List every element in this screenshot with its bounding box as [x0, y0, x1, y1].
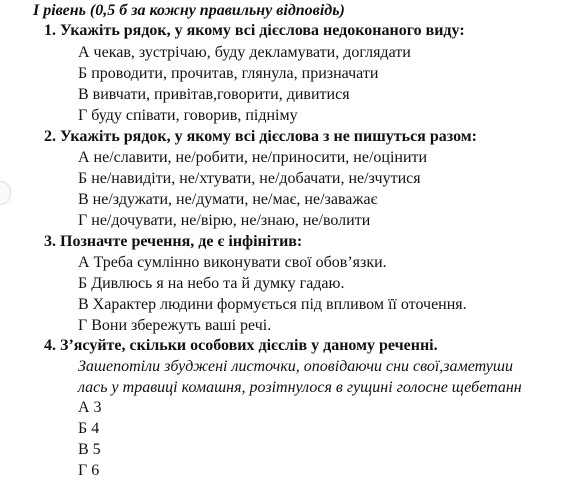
- question-3-option-b: Б Дивлюсь я на небо та й думку гадаю.: [78, 275, 345, 292]
- question-4-option-c: В 5: [78, 441, 101, 458]
- question-2-heading: 2. Укажіть рядок, у якому всі дієслова з не пишуться разом:: [44, 128, 477, 145]
- question-1-heading: 1. Укажіть рядок, у якому всі дієслова недоконаного виду:: [44, 22, 465, 39]
- question-4-heading: 4. З’ясуйте, скільки особових дієслів у даному реченні.: [44, 337, 438, 354]
- question-4-sentence-line-2: лась у травиці комашня, розітнулося в гущині голосне щебетанн: [78, 379, 522, 396]
- question-1-option-a: А чекав, зустрічаю, буду декламувати, доглядати: [78, 44, 411, 61]
- question-1-option-b: Б проводити, прочитав, глянула, призначати: [78, 65, 379, 82]
- question-4-sentence-line-1: Зашепотіли збуджені листочки, оповідаючи сни свої,заметуши: [78, 358, 513, 375]
- question-1-option-c: В вивчати, привітав,говорити, дивитися: [78, 86, 350, 103]
- question-3-option-d: Г Вони збережуть ваші речі.: [78, 317, 272, 334]
- question-2-option-b: Б не/навидіти, не/хтувати, не/добачати, не/зчутися: [78, 170, 421, 187]
- question-4-option-a: А 3: [78, 399, 102, 416]
- question-2-option-d: Г не/дочувати, не/вірю, не/знаю, не/волити: [78, 212, 371, 229]
- level-title: I рівень (0,5 б за кожну правильну відповідь): [33, 2, 345, 19]
- question-4-option-b: Б 4: [78, 420, 100, 437]
- question-2-option-c: В не/здужати, не/думати, не/має, не/заважає: [78, 191, 378, 208]
- page-edge-tab: [0, 181, 11, 205]
- question-3-heading: 3. Позначте речення, де є інфінітив:: [44, 233, 303, 250]
- question-1-option-d: Г буду співати, говорив, підніму: [78, 107, 298, 124]
- question-4-option-d: Г 6: [78, 462, 100, 479]
- question-2-option-a: А не/славити, не/робити, не/приносити, не/оцінити: [78, 149, 428, 166]
- question-3-option-c: В Характер людини формується під впливом її оточення.: [78, 296, 467, 313]
- question-3-option-a: А Треба сумлінно виконувати свої обов’язки.: [78, 254, 387, 271]
